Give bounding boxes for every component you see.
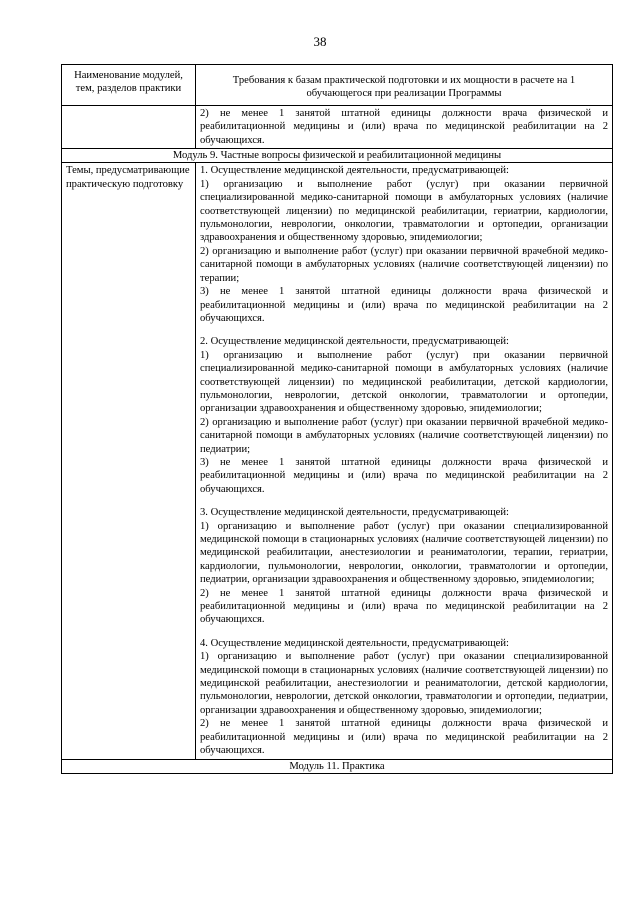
requirements-cell — [196, 163, 613, 759]
table-header-row — [62, 65, 613, 106]
continuation-text: 2) не менее 1 занятой штатной единицы должности врача физической и реабилитационной медицины и (или) врача по медицинской реабилитации на 2 обучающихся. — [196, 105, 613, 148]
section-2-title: 2. Осуществление медицинской деятельности, предусматривающей: — [200, 336, 509, 348]
section-1-item-2: 2) организацию и выполнение работ (услуг) при оказании первичной врачебной медико-санитарной помощи в амбулаторных условиях (наличие соответствующей лицензии) по терапии; — [200, 245, 608, 284]
section-2-item-1: 1) организацию и выполнение работ (услуг) при оказании первичной специализированной медико-санитарной помощи в амбулаторных условиях (наличие соответствующей лицензии) по медицинской реабилитации, детской кардиологии, пульмонологии, неврологии, детской онкологии, травматологии и ортопедии, организации здравоохранения и общественному здоровью, эпидемиологии; — [200, 349, 608, 415]
section-3 — [200, 506, 608, 627]
section-3-item-1: 1) организацию и выполнение работ (услуг) при оказании специализированной медицинской помощи в стационарных условиях (наличие соответствующей лицензии) по медицинской реабилитации, анестезиологии и реаниматологии, терапии, гериатрии, кардиологии, пульмонологии, неврологии, онкологии, травматологии и ортопедии, педиатрии, организации здравоохранения и общественному здоровью, эпидемиологии; — [200, 520, 608, 586]
section-3-title: 3. Осуществление медицинской деятельности, предусматривающей: — [200, 507, 509, 519]
header-col-requirements: Требования к базам практической подготовки и их мощности в расчете на 1 обучающегося при реализации Программы — [196, 65, 613, 106]
section-2-item-2: 2) организацию и выполнение работ (услуг) при оказании первичной врачебной медико-санитарной помощи в амбулаторных условиях (наличие соответствующей лицензии) по педиатрии; — [200, 416, 608, 455]
section-3-item-2: 2) не менее 1 занятой штатной единицы должности врача физической и реабилитационной медицины и (или) врача по медицинской реабилитации на 2 обучающихся. — [200, 587, 608, 626]
module-11-row — [62, 759, 613, 773]
section-4-item-2: 2) не менее 1 занятой штатной единицы должности врача физической и реабилитационной медицины и (или) врача по медицинской реабилитации на 2 обучающихся. — [200, 718, 608, 757]
module-9-title: Модуль 9. Частные вопросы физической и реабилитационной медицины — [62, 149, 613, 163]
module-11-title: Модуль 11. Практика — [62, 759, 613, 773]
page-number: 38 — [313, 34, 327, 49]
section-1-item-1: 1) организацию и выполнение работ (услуг) при оказании первичной специализированной медико-санитарной помощи в амбулаторных условиях (наличие соответствующей лицензии) по медицинской реабилитации, гериатрии, кардиологии, пульмонологии, неврологии, онкологии, травматологии и ортопедии, организации здравоохранения и общественному здоровью, эпидемиологии; — [200, 178, 608, 244]
module-9-row — [62, 149, 613, 163]
section-4-title: 4. Осуществление медицинской деятельности, предусматривающей: — [200, 637, 509, 649]
section-4-item-1: 1) организацию и выполнение работ (услуг) при оказании специализированной медицинской помощи в стационарных условиях (наличие соответствующей лицензии) по медицинской реабилитации, анестезиологии и реаниматологии, детской кардиологии, пульмонологии, неврологии, детской онкологии, травматологии и ортопедии, педиатрии, организации здравоохранения и общественному здоровью, эпидемиологии; — [200, 651, 608, 716]
requirements-table — [61, 64, 613, 774]
section-1 — [200, 164, 608, 325]
header-col-modules: Наименование модулей, тем, разделов практики — [62, 65, 196, 106]
topics-label: Темы, предусматривающие практическую подготовку — [62, 163, 196, 759]
section-1-item-3: 3) не менее 1 занятой штатной единицы должности врача физической и реабилитационной медицины и (или) врача по медицинской реабилитации на 2 обучающихся. — [200, 286, 608, 324]
section-2-item-3: 3) не менее 1 занятой штатной единицы должности врача физической и реабилитационной медицины и (или) врача по медицинской реабилитации на 2 обучающихся. — [200, 456, 608, 495]
section-4 — [200, 637, 608, 758]
topics-row — [62, 163, 613, 759]
section-1-title: 1. Осуществление медицинской деятельности, предусматривающей: — [200, 165, 509, 177]
continuation-row — [62, 105, 613, 148]
continuation-empty-cell — [62, 105, 196, 148]
section-2 — [200, 335, 608, 496]
